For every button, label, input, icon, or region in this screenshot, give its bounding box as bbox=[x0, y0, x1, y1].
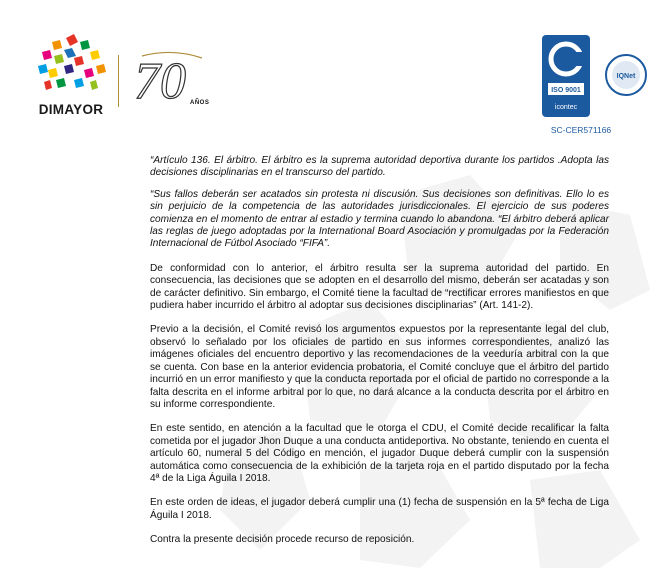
dimayor-emblem-icon bbox=[28, 30, 114, 100]
iso-label: ISO 9001 bbox=[551, 87, 581, 94]
paragraph-appeal: Contra la presente decisión procede recurso de reposición. bbox=[150, 534, 415, 546]
document-body bbox=[150, 155, 609, 559]
paragraph-article-quote: “Artículo 136. El árbitro. El árbitro es la suprema autoridad deportiva durante los partidos .Adopta las decisiones disciplinarias en el transcurso del partido. bbox=[150, 155, 609, 179]
iqnet-label: IQNet bbox=[616, 73, 636, 80]
letterhead bbox=[0, 0, 664, 145]
dimayor-logo bbox=[28, 30, 114, 122]
paragraph-decision: En este sentido, en atención a la facultad que le otorga el CDU, el Comité decide recalificar la falta cometida por el jugador Jhon Duque a una conducta antideportiva. No obstante, teniendo en cuenta el artículo 60, numeral 5 del Código en mención, el jugador Duque deberá cumplir con la suspensión automática como consecuencia de la exhibición de la tarjeta roja en el partido disputado por la fecha 4ª de la Liga Águila I 2018. bbox=[150, 423, 609, 484]
certification-logos bbox=[538, 35, 654, 135]
anniversary-label: AÑOS bbox=[190, 100, 210, 106]
paragraph-conformity: De conformidad con lo anterior, el árbitro resulta ser la suprema autoridad del partido. En consecuencia, las decisiones que se adopten en el desarrollo del mismo, deberán ser acatadas y son de carácter definitivo. Sin embargo, el Comité tiene la facultad de “rectificar errores manifiestos en que pudiera haber incurrido el árbitro al adoptar sus decisiones disciplinarias” (Art. 141-2). bbox=[150, 262, 609, 312]
paragraph-review: Previo a la decisión, el Comité revisó los argumentos expuestos por la representante legal del club, observó lo señalado por los oficiales de partido en sus informes correspondientes, analizó las imágenes oficiales del encuentro deportivo y las recomendaciones de la veeduría arbitral con la que se cuenta. Con base en la anterior evidencia probatoria, el Comité concluye que el árbitro del partido incurrió en un error manifiesto y que la conducta reportada por el oficial de partido no corresponde a la falta descrita en el informe arbitral por lo que, no dará alcance a la conducta descrita por el árbitro en su informe correspondiente. bbox=[150, 324, 609, 410]
paragraph-suspension: En este orden de ideas, el jugador deberá cumplir una (1) fecha de suspensión en la 5ª fecha de Liga Águila I 2018. bbox=[150, 497, 609, 521]
anniversary-number: 70 bbox=[134, 53, 186, 110]
icontec-label: icontec bbox=[554, 104, 578, 111]
header-divider bbox=[118, 55, 119, 107]
dimayor-wordmark: DIMAYOR bbox=[38, 102, 104, 117]
certificate-code: SC-CER571166 bbox=[550, 125, 612, 135]
paragraph-rulings-quote: “Sus fallos deberán ser acatados sin protesta ni discusión. Sus decisiones son definitivas. Ello lo es sin perjuicio de la competencia de las autoridades jurisdiccionales. El ejercicio de sus poderes comienza en el momento de entrar al estadio y termina cuando lo abandona. “El árbitro deberá aplicar las reglas de juego adoptadas por la International Board Asociación y promulgadas por la Federación Internacional de Fútbol Asociado “FIFA”. bbox=[150, 188, 609, 250]
